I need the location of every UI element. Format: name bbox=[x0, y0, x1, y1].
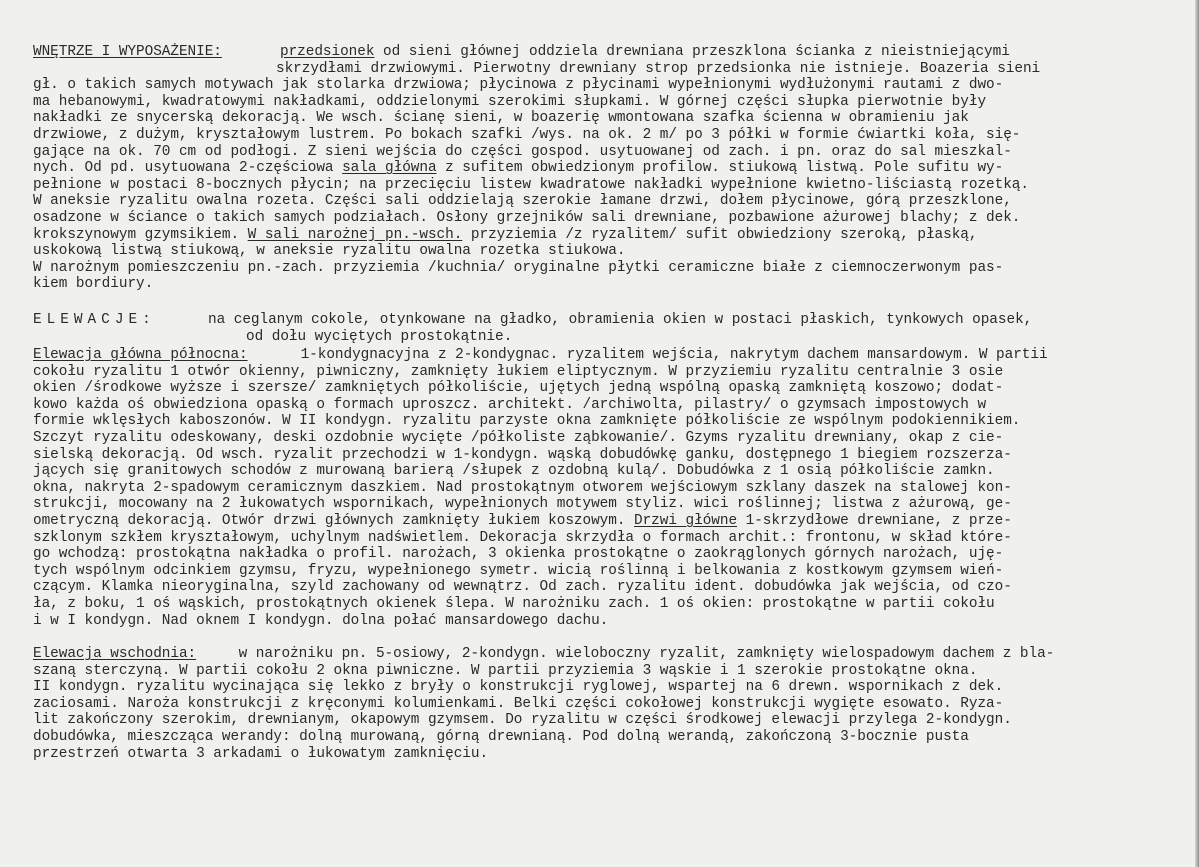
east-elevation-heading: Elewacja wschodnia: bbox=[33, 646, 197, 662]
text-run: jących się granitowych schodów z murowaną barierą /słupek z ozdobną kulą/. Dobudówka z 1 osią półkoliście zamkn. bbox=[33, 463, 995, 480]
east-text-line bbox=[33, 696, 1003, 712]
interior-text-line bbox=[33, 260, 1003, 276]
text-run: zaciosami. Naroża konstrukcji z kręconymi kolumienkami. Belki części cokołowej konstrukcji wygięte esowato. Ryza- bbox=[33, 695, 1004, 712]
text-run: gł. o takich samych motywach jak stolarka drzwiowa; płycinowa z płycinami wypełnionymi wydłużonymi rautami z dwo- bbox=[33, 77, 1004, 94]
interior-text-line bbox=[33, 160, 1003, 176]
underlined-term: W sali narożnej pn.-wsch. bbox=[247, 226, 463, 243]
interior-heading: WNĘTRZE I WYPOSAŻENIE: bbox=[33, 44, 222, 60]
north-text-line bbox=[33, 480, 1012, 496]
north-text-line bbox=[33, 380, 1003, 396]
text-run: krokszynowym gzymsikiem. bbox=[33, 226, 248, 243]
text-run: od sieni głównej oddziela drewniana przeszklona ścianka z nieistniejącymi bbox=[374, 44, 1010, 60]
text-run: nakładki ze snycerską dekoracją. We wsch. ścianę sieni, w boazerię wmontowana szafka ścienna w obramieniu jak bbox=[33, 110, 969, 127]
text-run: ma hebanowymi, kwadratowymi nakładkami, oddzielonymi szerokimi słupkami. W górnej części słupka pierwotnie były bbox=[33, 93, 987, 110]
text-run: na ceglanym cokole, otynkowane na gładko, obramienia okien w postaci płaskich, tynkowych opasek, bbox=[208, 312, 1033, 328]
text-run: gające na ok. 70 cm od podłogi. Z sieni wejścia do części gospod. usytuowanej od zach. i pn. oraz do sal mieszkal- bbox=[33, 143, 1012, 160]
text-run: formie wklęsłych kaboszonów. W II kondygn. ryzalitu parzyste okna zamknięte półkoliście ze wspólnym podokiennikiem. bbox=[33, 413, 1021, 430]
text-run: pełnione w postaci 8-bocznych płycin; na przecięciu listew kwadratowe nakładki wypełnione kwietno-liściastą rozetką. bbox=[33, 176, 1029, 193]
text-run: kiem bordiury. bbox=[33, 276, 154, 293]
text-run: i w I kondygn. Nad oknem I kondygn. dolna połać mansardowego dachu. bbox=[33, 612, 609, 629]
card-edge bbox=[1195, 0, 1199, 867]
text-run: okien /środkowe wyższe i szersze/ zamkniętych półkoliście, ujętych jedną wspólną opaską zamkniętą koszowo; dodat- bbox=[33, 380, 1004, 397]
text-run: 1-kondygnacyjna z 2-kondygnac. ryzalitem wejścia, nakrytym dachem mansardowym. W partii bbox=[292, 347, 1048, 363]
north-text-line bbox=[33, 430, 1003, 446]
text-run: szaną sterczyną. W partii cokołu 2 okna piwniczne. W partii przyziemia 3 wąskie i 1 szerokie prostokątne okna. bbox=[33, 662, 978, 679]
east-text-line bbox=[33, 663, 977, 679]
interior-text-line bbox=[33, 110, 969, 126]
text-run: dobudówka, mieszcząca werandy: dolną murowaną, górną drewnianą. Pod dolną werandą, zakończoną 3-bocznie pusta bbox=[33, 729, 969, 745]
underlined-term: przedsionek bbox=[280, 44, 375, 60]
north-text-line bbox=[33, 546, 1003, 562]
interior-text-line bbox=[33, 276, 153, 292]
text-run: od dołu wyciętych prostokątnie. bbox=[246, 328, 513, 345]
text-run: skrzydłami drzwiowymi. Pierwotny drewniany strop przedsionka nie istnieje. Boazeria sieni bbox=[276, 60, 1041, 77]
north-text-line bbox=[33, 496, 1012, 512]
interior-text-line bbox=[33, 227, 977, 243]
text-run: kowo każda oś obwiedziona opaską o formach uproszcz. architekt. /archiwolta, pilastry/ o gzymsach impostowych w bbox=[33, 396, 987, 413]
text-run: cokołu ryzalitu 1 otwór okienny, piwniczny, zamknięty łukiem eliptycznym. W przyziemiu ryzalitu centralnie 3 osie bbox=[33, 363, 1004, 380]
east-text-line bbox=[33, 729, 969, 745]
interior-text-line bbox=[33, 77, 1003, 93]
text-run: z sufitem obwiedzionym profilow. stiukową listwą. Pole sufitu wy- bbox=[436, 160, 1004, 177]
text-run: szklonym szkłem kryształowym, uchylnym nadświetlem. Dekoracja skrzydła o formach archit.: frontonu, w skład które- bbox=[33, 529, 1012, 546]
elevations-text-line bbox=[208, 312, 1032, 328]
north-text-line bbox=[33, 463, 995, 479]
interior-text-line bbox=[33, 243, 625, 259]
text-run: drzwiowe, z dużym, kryształowym lustrem. Po bokach szafki /wys. na ok. 2 m/ po 3 półki w formie ćwiartki koła, się- bbox=[33, 127, 1021, 143]
text-run: ometryczną dekoracją. Otwór drzwi głównych zamknięty łukiem koszowym. bbox=[33, 513, 635, 529]
text-run: osadzone w ściance o takich samych podziałach. Osłony grzejników sali drewniane, pozbawione ażurowej blachy; z dek. bbox=[33, 210, 1021, 226]
text-run: 1-skrzydłowe drewniane, z prze- bbox=[737, 513, 1012, 529]
text-run: Szczyt ryzalitu odeskowany, deski ozdobnie wycięte /półkoliste ząbkowanie/. Gzyms ryzalitu drewniany, okap z cie- bbox=[33, 430, 1004, 446]
text-run: okna, nakryta 2-spadowym ceramicznym daszkiem. Nad prostokątnym otworem wejściowym szklany daszek na stalowej kon- bbox=[33, 479, 1012, 496]
underlined-term: Drzwi główne bbox=[634, 513, 738, 529]
east-text-line bbox=[33, 746, 488, 762]
north-text-line bbox=[33, 397, 986, 413]
text-run: sielską dekoracją. Od wsch. ryzalit przechodzi w 1-kondygn. wąską dobudówkę ganku, dostępnego 1 biegiem rozszerza- bbox=[33, 446, 1012, 463]
north-text-line bbox=[33, 530, 1012, 546]
text-run: czącym. Klamka nieoryginalna, szyld zachowany od wewnątrz. Od zach. ryzalitu ident. dobudówka jak wejścia, od czo- bbox=[33, 579, 1012, 596]
north-text-line bbox=[33, 613, 608, 629]
east-text-line bbox=[33, 679, 1003, 695]
north-text-line bbox=[33, 596, 995, 612]
underlined-term: sala główna bbox=[342, 160, 437, 177]
north-text-line bbox=[33, 447, 1012, 463]
north-text-line bbox=[292, 347, 1048, 363]
text-run: przyziemia /z ryzalitem/ sufit obwiedziony szeroką, płaską, bbox=[462, 226, 978, 243]
interior-text-line bbox=[33, 94, 986, 110]
text-run: W aneksie ryzalitu owalna rozeta. Części sali oddzielają szerokie łamane drzwi, dołem płycinowe, górą przeszklone, bbox=[33, 193, 1012, 210]
interior-text-line bbox=[280, 44, 1010, 60]
interior-text-line bbox=[33, 127, 1020, 143]
north-text-line bbox=[33, 513, 1012, 529]
text-run: lit zakończony szerokim, drewnianym, okapowym gzymsem. Do ryzalitu w części środkowej elewacji przylega 2-kondygn. bbox=[33, 712, 1012, 729]
text-run: tych wspólnym odcinkiem gzymsu, fryzu, wypełnionego symetr. wicią roślinną i belkowania z kostkowym gzymsem wień- bbox=[33, 562, 1004, 579]
east-text-line bbox=[230, 646, 1054, 662]
text-run: go wchodzą: prostokątna nakładka o profil. narożach, 3 okienka prostokątne o zaokrąglonych górnych narożach, uję- bbox=[33, 546, 1004, 563]
north-text-line bbox=[33, 413, 1020, 429]
text-run: w narożniku pn. 5-osiowy, 2-kondygn. wieloboczny ryzalit, zamknięty wielospadowym dachem z bla- bbox=[230, 646, 1055, 662]
east-text-line bbox=[33, 712, 1012, 728]
text-run: przestrzeń otwarta 3 arkadami o łukowatym zamknięciu. bbox=[33, 745, 489, 762]
text-run: II kondygn. ryzalitu wycinająca się lekko z bryły o konstrukcji ryglowej, wspartej na 6 drewn. wspornikach z dek. bbox=[33, 679, 1004, 696]
text-run: W narożnym pomieszczeniu pn.-zach. przyziemia /kuchnia/ oryginalne płytki ceramiczne białe z ciemnoczerwonym pas- bbox=[33, 259, 1004, 276]
text-run: uskokową listwą stiukową, w aneksie ryzalitu owalna rozetka stiukowa. bbox=[33, 243, 626, 260]
text-run: nych. Od pd. usytuowana 2-częściowa bbox=[33, 160, 343, 177]
interior-text-line bbox=[276, 61, 1040, 77]
elevations-text-line bbox=[246, 329, 512, 345]
north-elevation-heading: Elewacja główna północna: bbox=[33, 347, 248, 363]
interior-text-line bbox=[33, 193, 1012, 209]
interior-text-line bbox=[33, 177, 1029, 193]
interior-text-line bbox=[33, 210, 1020, 226]
north-text-line bbox=[33, 364, 1003, 380]
elevations-heading: ELEWACJE: bbox=[33, 312, 156, 328]
text-run: strukcji, mocowany na 2 łukowatych wspornikach, wypełnionych motywem styliz. wici roślinnej; listwa z ażurową, ge- bbox=[33, 496, 1012, 513]
north-text-line bbox=[33, 563, 1003, 579]
text-run: ła, z boku, 1 oś wąskich, prostokątnych okienek ślepa. W narożniku zach. 1 oś okien: prostokątne w partii cokołu bbox=[33, 596, 995, 612]
interior-text-line bbox=[33, 144, 1012, 160]
north-text-line bbox=[33, 579, 1012, 595]
